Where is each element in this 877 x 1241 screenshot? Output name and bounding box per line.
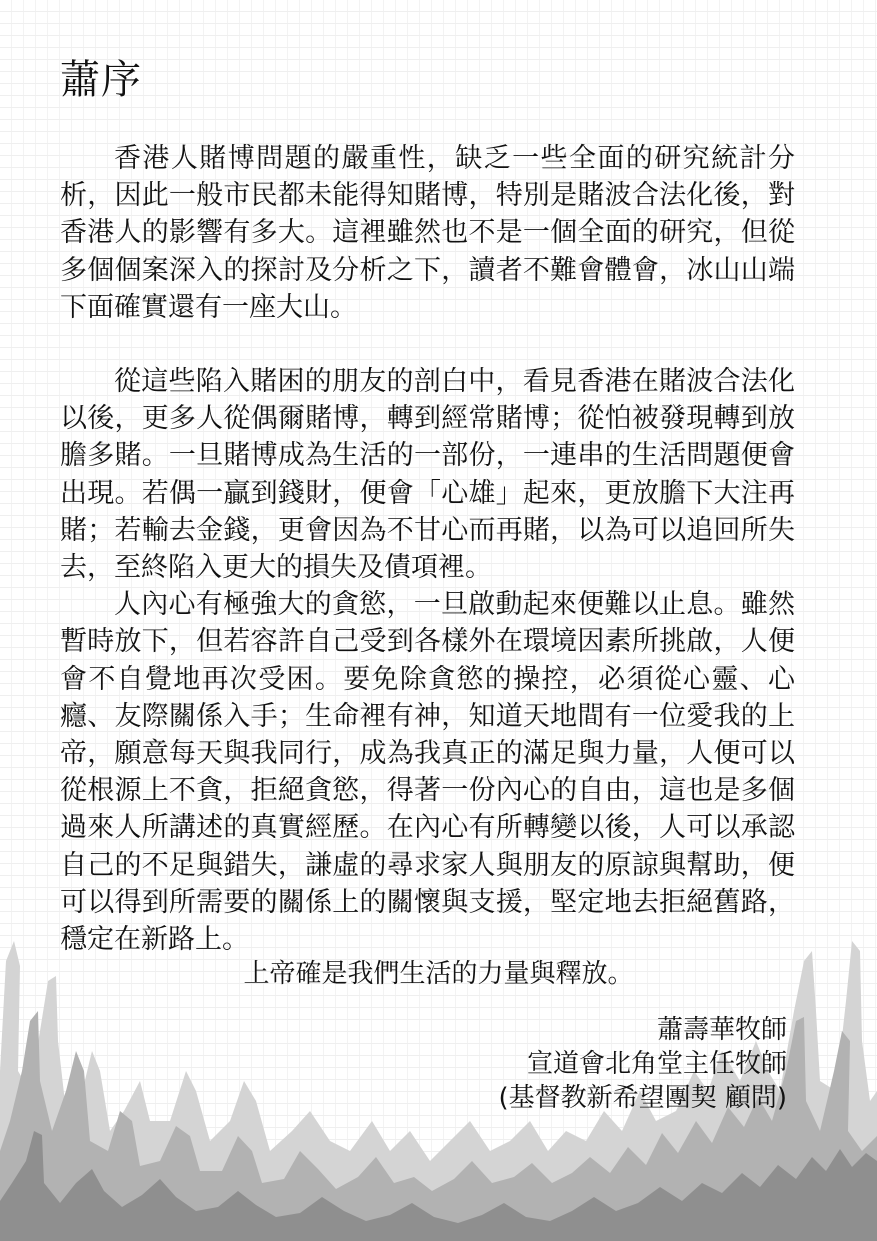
body-paragraph: 從這些陷入賭困的朋友的剖白中，看見香港在賭波合法化以後，更多人從偶爾賭博，轉到經常賭博；從怕被發現轉到放膽多賭。一旦賭博成為生活的一部份，一連串的生活問題便會出現。若偶一贏到錢財，便會「心雄」起來，更放膽下大注再賭；若輸去金錢，更會因為不甘心而再賭，以為可以追回所失去，至終陷入更大的損失及債項裡。: [60, 366, 795, 584]
signature-block: [498, 1013, 787, 1115]
page-title: 蕭序: [60, 57, 142, 103]
signature-affiliation: (基督教新希望團契 顧問): [498, 1083, 787, 1113]
body-paragraph: 人內心有極強大的貪慾，一旦啟動起來便難以止息。雖然暫時放下，但若容許自己受到各樣外在環境因素所挑啟，人便會不自覺地再次受困。要免除貪慾的操控，必須從心靈、心癮、友際關係入手；生命裡有神，知道天地間有一位愛我的上帝，願意每天與我同行，成為我真正的滿足與力量，人便可以從根源上不貪，拒絕貪慾，得著一份內心的自由，這也是多個過來人所講述的真實經歷。在內心有所轉變以後，人可以承認自己的不足與錯失，謙虛的尋求家人與朋友的原諒與幫助，便可以得到所需要的關係上的關懷與支援，堅定地去拒絕舊路，穩定在新路上。: [60, 589, 795, 956]
signature-role: 宣道會北角堂主任牧師: [526, 1049, 787, 1079]
closing-line: 上帝確是我們生活的力量與釋放。: [243, 959, 634, 989]
signature-name: 蕭壽華牧師: [656, 1015, 787, 1045]
document-body: [60, 140, 795, 958]
body-paragraph: 香港人賭博問題的嚴重性，缺乏一些全面的研究統計分析，因此一般市民都未能得知賭博，特別是賭波合法化後，對香港人的影響有多大。這裡雖然也不是一個全面的研究，但從多個個案深入的探討及分析之下，讀者不難會體會，冰山山端下面確實還有一座大山。: [60, 143, 795, 323]
